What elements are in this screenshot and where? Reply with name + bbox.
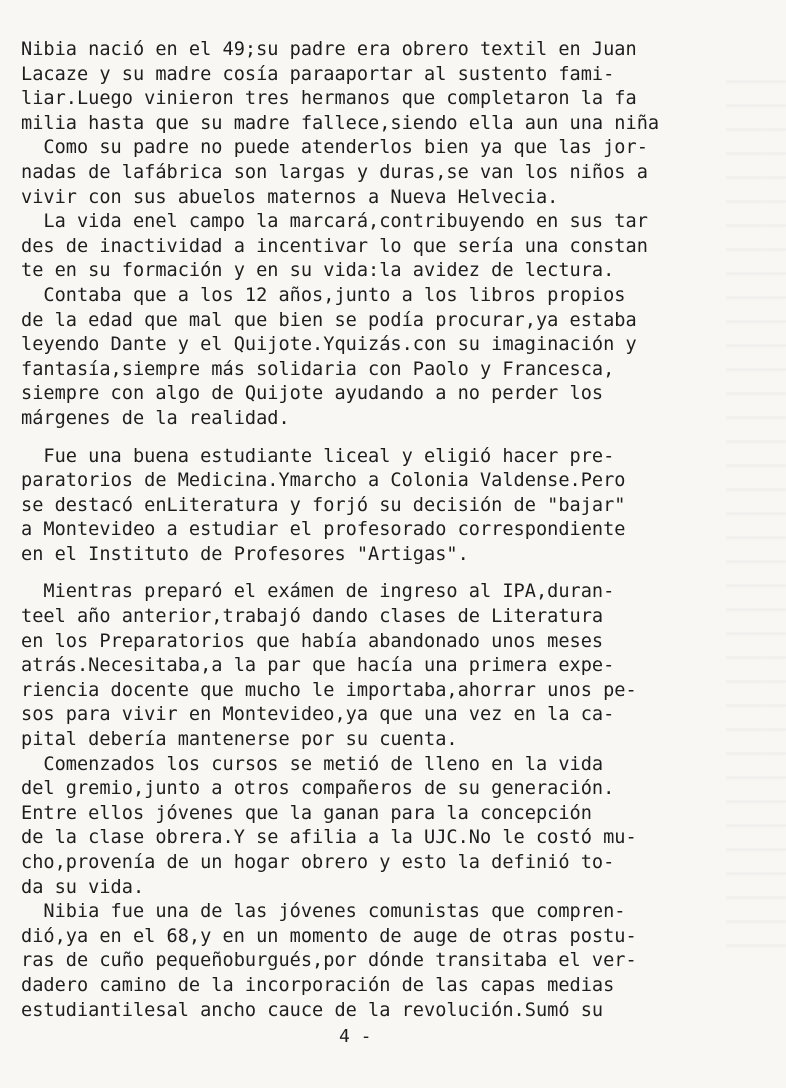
text-line: milia hasta que su madre fallece,siendo ella aun una niña: [21, 112, 660, 134]
text-line: en el Instituto de Profesores "Artigas".: [21, 543, 469, 565]
text-line: La vida enel campo la marcará,contribuyendo en sus tar: [21, 211, 648, 233]
text-line: te en su formación y en su vida:la avidez de lectura.: [21, 260, 615, 282]
paragraph: [21, 210, 761, 284]
paragraph: [21, 580, 761, 752]
paragraph: [21, 445, 761, 568]
text-line: dadero camino de la incorporación de las capas medias: [21, 974, 615, 996]
text-line: da su vida.: [21, 876, 145, 898]
text-line: se destacó enLiteratura y forjó su decisión de "bajar": [21, 494, 626, 516]
text-line: nadas de lafábrica son largas y duras,se van los niños a: [21, 161, 648, 183]
text-line: Como su padre no puede atenderlos bien ya que las jor-: [21, 137, 648, 159]
text-line: sos para vivir en Montevideo,ya que una vez en la ca-: [21, 704, 615, 726]
text-line: des de inactividad a incentivar lo que sería una constan: [21, 235, 648, 257]
paragraph: [21, 900, 761, 1023]
text-line: Contaba que a los 12 años,junto a los libros propios: [21, 284, 626, 306]
paragraph: [21, 136, 761, 210]
text-line: liar.Luego vinieron tres hermanos que completaron la fa: [21, 88, 637, 110]
paragraph: [21, 284, 761, 432]
text-line: Lacaze y su madre cosía paraaportar al sustento fami-: [21, 63, 615, 85]
paragraph-gap: [21, 432, 761, 445]
text-line: Nibia fue una de las jóvenes comunistas que compren-: [21, 901, 626, 923]
text-line: siempre con algo de Quijote ayudando a no perder los: [21, 383, 604, 405]
text-line: Mientras preparó el exámen de ingreso al IPA,duran-: [21, 581, 615, 603]
paragraph: [21, 753, 761, 901]
text-line: pital debería mantenerse por su cuenta.: [21, 729, 458, 751]
text-line: ras de cuño pequeñoburgués,por dónde transitaba el ver-: [21, 950, 637, 972]
text-line: en los Preparatorios que había abandonado unos meses: [21, 630, 604, 652]
text-line: de la edad que mal que bien se podía procurar,ya estaba: [21, 309, 637, 331]
text-line: de la clase obrera.Y se afilia a la UJC.No le costó mu-: [21, 827, 637, 849]
text-line: cho,provenía de un hogar obrero y esto la definió to-: [21, 852, 615, 873]
page-number: 4 -: [339, 1026, 372, 1047]
text-line: paratorios de Medicina.Ymarcho a Colonia Valdense.Pero: [21, 470, 626, 492]
body-text: [21, 38, 761, 1023]
text-line: fantasía,siempre más solidaria con Paolo y Francesca,: [21, 358, 615, 380]
text-line: vivir con sus abuelos maternos a Nueva Helvecia.: [21, 186, 559, 208]
text-line: Comenzados los cursos se metió de lleno en la vida: [21, 753, 604, 775]
text-line: leyendo Dante y el Quijote.Yquizás.con su imaginación y: [21, 334, 637, 356]
text-line: Fue una buena estudiante liceal y eligió hacer pre-: [21, 445, 615, 467]
text-line: estudiantilesal ancho cauce de la revolución.Sumó su: [21, 999, 604, 1021]
text-line: a Montevideo a estudiar el profesorado correspondiente: [21, 519, 626, 541]
text-line: del gremio,junto a otros compañeros de su generación.: [21, 778, 615, 800]
paragraph-gap: [21, 567, 761, 580]
text-line: teel año anterior,trabajó dando clases de Literatura: [21, 606, 604, 628]
text-line: dió,ya en el 68,y en un momento de auge de otras postu-: [21, 925, 637, 947]
text-line: riencia docente que mucho le importaba,ahorrar unos pe-: [21, 679, 637, 701]
text-line: Nibia nació en el 49;su padre era obrero textil en Juan: [21, 39, 637, 60]
paragraph: [21, 38, 761, 136]
text-line: márgenes de la realidad.: [21, 407, 290, 429]
text-line: atrás.Necesitaba,a la par que hacía una primera expe-: [21, 655, 615, 677]
text-line: Entre ellos jóvenes que la ganan para la concepción: [21, 802, 592, 824]
